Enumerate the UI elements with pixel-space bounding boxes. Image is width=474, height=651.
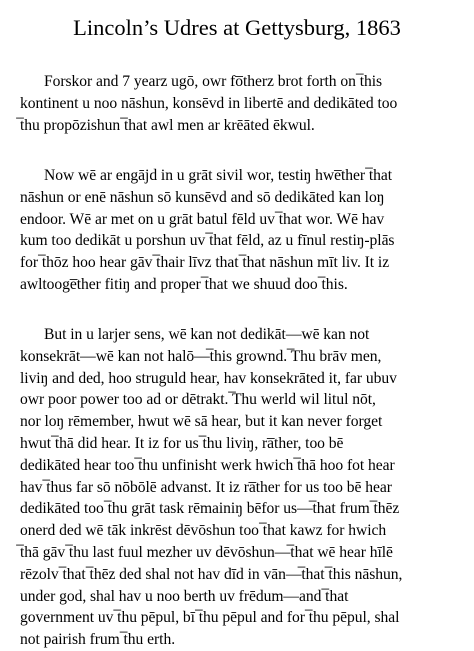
paragraph-3	[20, 324, 468, 651]
text-line: konsekrāt—wē kan not halō—̅this grownd. ̅Thu brāv men,	[20, 347, 382, 365]
text-line: Forskor and 7 yearz ugō, owr fo̅therz brot forth on ̅this	[44, 73, 383, 90]
paragraph-2	[20, 165, 468, 296]
text-line: liviŋ and ded, hoo struguld hear, hav konsekrāted it, far ubuv	[20, 369, 397, 387]
text-line: under god, shal hav u noo berth uv frēdum—and ̅that	[20, 587, 349, 605]
text-line: awltooge̅ther fitiŋ and proper ̅that we shuud doo ̅this.	[20, 275, 348, 293]
text-line: owr poor power too ad or dētrakt. ̅Thu werld wil litul nōt,	[20, 391, 376, 409]
text-line: endoor. Wē ar met on u grāt batul fēld uv ̅that wor. Wē hav	[20, 210, 385, 228]
text-line: onerd ded wē tāk inkrēst dēvōshun too ̅that kawz for hwich	[20, 522, 387, 540]
text-line: ̅thā gāv ̅thu last fuul mezher uv dēvōshun—̅that wē hear hīlē	[20, 543, 393, 561]
text-line: government uv ̅thu pēpul, bī ̅thu pēpul and for ̅thu pēpul, shal	[20, 609, 400, 627]
text-line: rēzolv ̅that ̅thēz ded shal not hav dīd in vān—̅that ̅this nāshun,	[20, 565, 403, 583]
text-line: dedikāted too ̅thu grāt task rēmainiŋ bēfor us—̅that frum ̅thēz	[20, 500, 400, 518]
text-line: kontinent u noo nāshun, konsēvd in libertē and dedikāted too	[20, 94, 398, 112]
text-line: for ̅thōz hoo hear gāv ̅thair līvz that ̅that nāshun mīt liv. It iz	[20, 254, 390, 272]
paragraph-1	[20, 71, 468, 136]
text-line: nor loŋ rēmember, hwut wē sā hear, but it kan never forget	[20, 413, 383, 431]
text-line: But in u larjer sens, wē kan not dedikāt—wē kan not	[44, 326, 370, 343]
text-line: nāshun or enē nāshun sō kunsēvd and sō dedikāted kan loŋ	[20, 188, 385, 206]
text-line: hwut ̅thā did hear. It iz for us ̅thu liviŋ, ra̅ther, too bē	[20, 434, 344, 452]
text-line: dedikāted hear too ̅thu unfinisht werk hwich ̅thā hoo fot hear	[20, 456, 395, 474]
document-title: Lincoln’s Udres at Gettysburg, 1863	[73, 15, 401, 40]
text-line: kum too dedikāt u porshun uv ̅that fēld, az u fīnul restiŋ-plās	[20, 232, 395, 250]
text-line: ̅thu propōzishun ̅that awl men ar krēāted ēkwul.	[20, 116, 315, 134]
text-line: Now wē ar engājd in u grāt sivil wor, testiŋ hwe̅ther ̅that	[44, 167, 393, 184]
text-line: hav ̅thus far sō nōbōlē advanst. It iz ra̅ther for us too bē hear	[20, 478, 392, 496]
text-line: not pairish frum ̅thu erth.	[20, 631, 176, 649]
